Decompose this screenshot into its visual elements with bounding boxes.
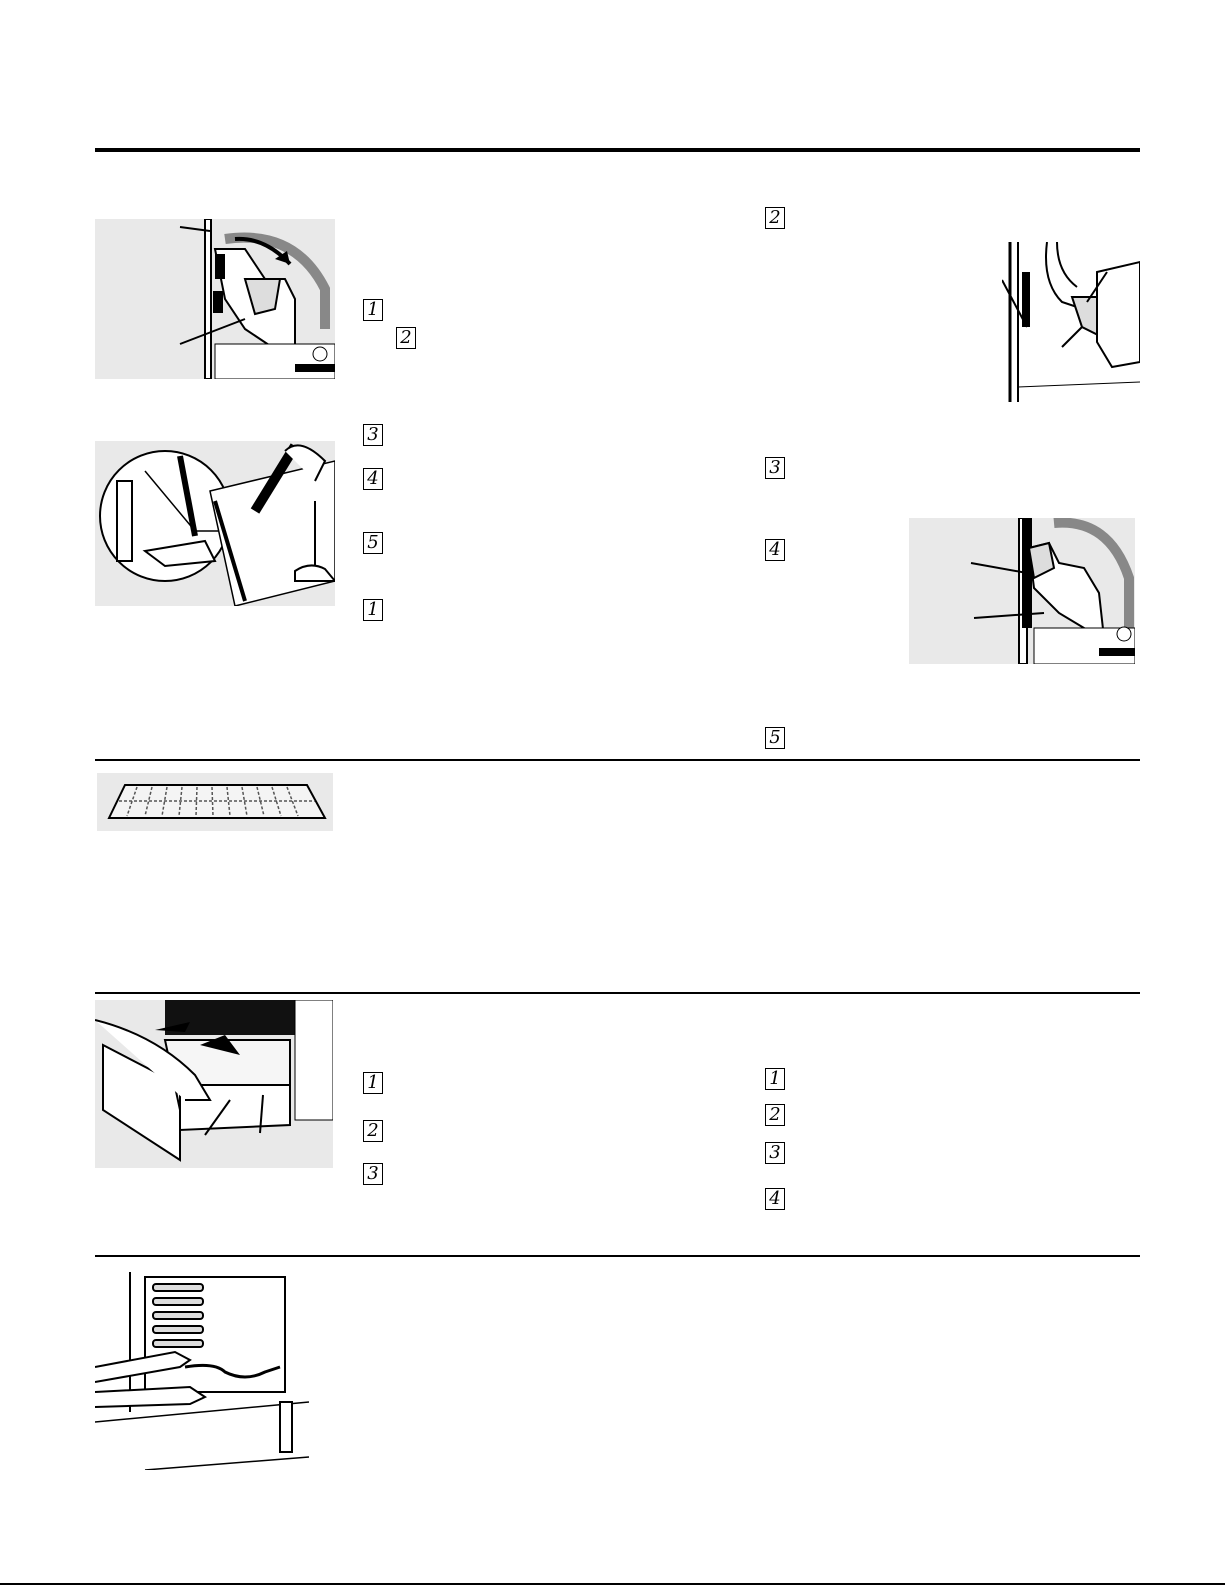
door-lift-figure [95, 441, 335, 606]
oven-rack-figure [97, 773, 333, 831]
step-2-box: 2 [765, 207, 785, 229]
hinge-hook-figure [909, 518, 1135, 664]
header-rule [95, 148, 1140, 152]
step-5-box: 5 [765, 727, 785, 749]
step-1-box: 1 [765, 1068, 785, 1090]
section-divider-racks [95, 759, 1140, 761]
door-hinge-lock-figure [95, 219, 335, 379]
step-1-box: 1 [363, 599, 383, 621]
step-1-box: 1 [363, 1072, 383, 1094]
step-1-box: 1 [363, 299, 383, 321]
step-4-box: 4 [765, 1188, 785, 1210]
step-4-box: 4 [363, 468, 383, 490]
step-2-box: 2 [396, 327, 416, 349]
step-2-box: 2 [765, 1104, 785, 1126]
section-divider-drawer [95, 992, 1140, 994]
step-3-box: 3 [363, 424, 383, 446]
step-3-box: 3 [765, 457, 785, 479]
step-5-box: 5 [363, 532, 383, 554]
step-3-box: 3 [363, 1163, 383, 1185]
step-3-box: 3 [765, 1142, 785, 1164]
hinge-closeup-figure [1002, 242, 1140, 402]
oven-interior-cleaning-figure [95, 1272, 309, 1470]
step-4-box: 4 [765, 539, 785, 561]
storage-drawer-figure [95, 1000, 333, 1168]
section-divider-cleaning [95, 1255, 1140, 1257]
step-2-box: 2 [363, 1120, 383, 1142]
